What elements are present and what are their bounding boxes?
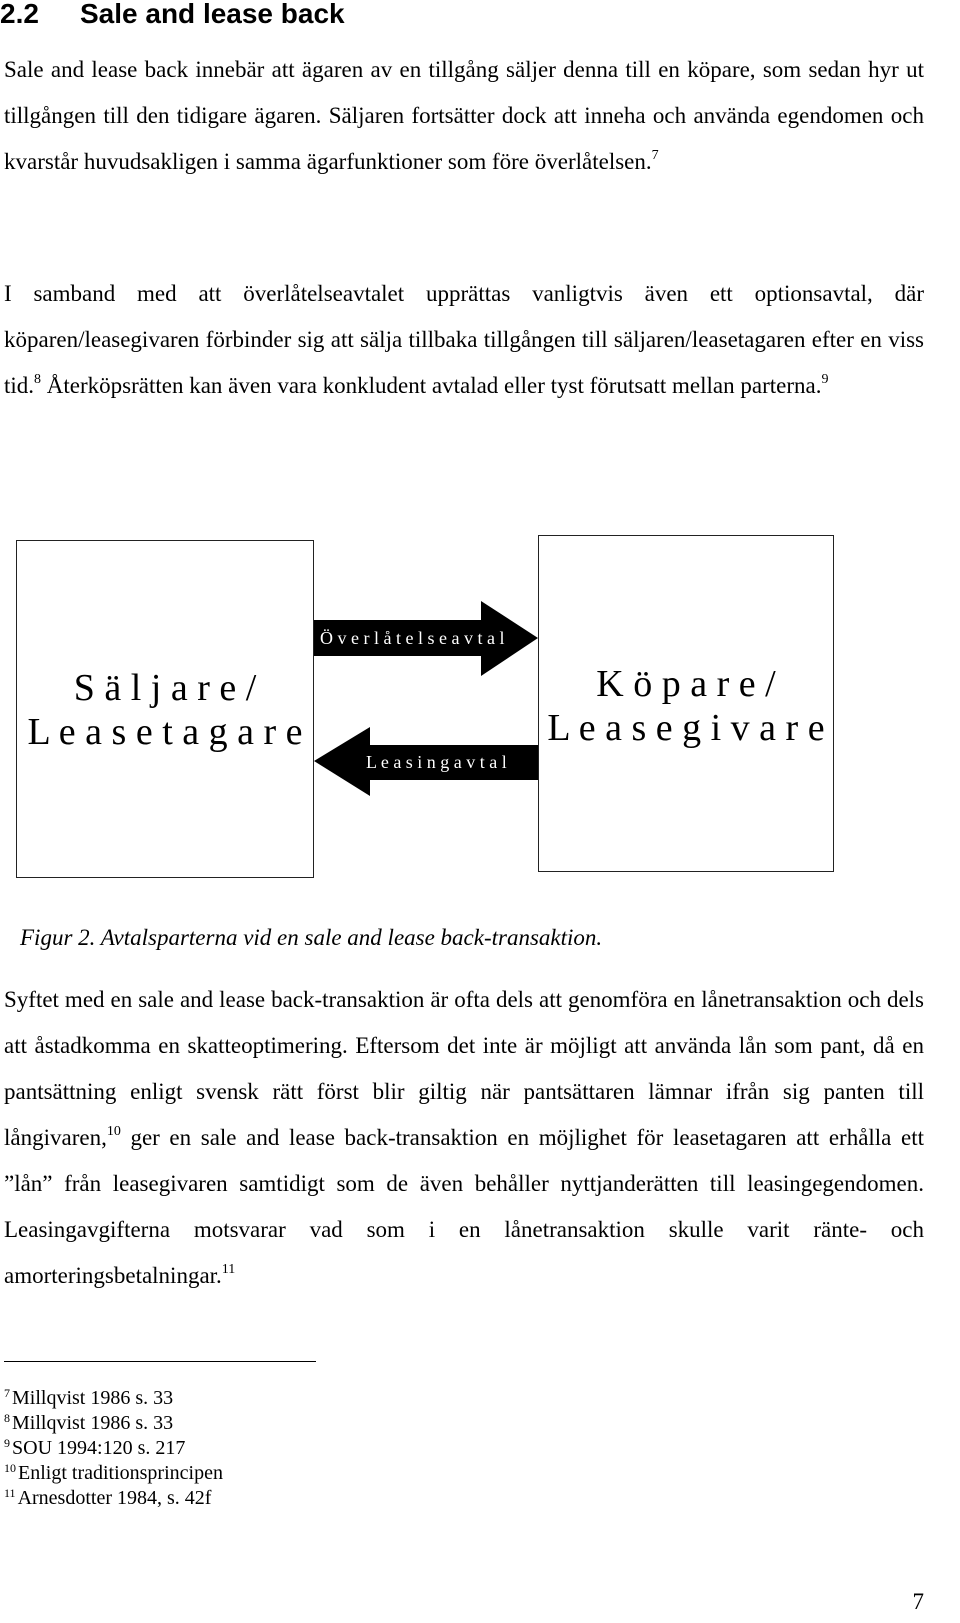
footnote-item [4,1411,223,1436]
footnote-text: Millqvist 1986 s. 33 [12,1387,174,1409]
footnote-text: SOU 1994:120 s. 217 [12,1437,186,1459]
seller-label-line2: L e a s e t a g a r e [27,711,303,753]
footnote-ref-8: 8 [34,372,42,387]
figure-caption: Figur 2. Avtalsparterna vid en sale and lease back-transaktion. [20,925,603,950]
paragraph-3-text-b: ger en sale and lease back-transaktion en möjlighet för leasetagaren att erhålla ett ”lån” från leasegivaren samtidigt som de även behåller nyttjanderätten till leasingegendomen. Leasingavgifterna motsvarar vad som i en lånetransaktion skulle varit ränte- och amorteringsbetalningar. [4,1125,924,1288]
seller-label-line1: S ä l j a r e / [73,667,257,709]
paragraph-3 [4,977,924,1299]
footnote-item [4,1386,223,1411]
section-title: Sale and lease back [80,0,345,29]
seller-label [16,666,314,754]
footnote-number: 8 [4,1411,10,1425]
footnote-number: 11 [4,1486,16,1500]
footnote-item [4,1486,223,1511]
section-number: 2.2 [0,0,39,29]
paragraph-1-text: Sale and lease back innebär att ägaren av en tillgång säljer denna till en köpare, som sedan hyr ut tillgången till den tidigare ägaren. Säljaren fortsätter dock att inneha och använda egendomen och kvarstår huvudsakligen i samma ägarfunktioner som före överlåtelsen. [4,57,924,174]
footnote-text: Arnesdotter 1984, s. 42f [17,1487,212,1509]
footnote-number: 7 [4,1386,10,1400]
paragraph-3-text-a: Syftet med en sale and lease back-transaktion är ofta dels att genomföra en lånetransaktion och dels att åstadkomma en skatteoptimering. Eftersom det inte är möjligt att använda lån som pant, då en pantsättning enligt svensk rätt först blir giltig när pantsättaren lämnar ifrån sig panten till långivaren, [4,987,924,1150]
buyer-label [538,662,834,750]
paragraph-2-text-a: I samband med att överlåtelseavtalet upprättas vanligtvis även ett optionsavtal, där köparen/leasegivaren förbinder sig att sälja tillbaka tillgången till säljaren/leasetagaren efter en viss tid. [4,281,924,398]
footnote-number: 10 [4,1461,16,1475]
footnote-ref-7: 7 [651,148,659,163]
footnote-text: Enligt traditionsprincipen [18,1462,223,1484]
footnote-number: 9 [4,1436,10,1450]
footnote-ref-10: 10 [106,1124,121,1139]
buyer-label-line1: K ö p a r e / [596,663,776,705]
footnote-text: Millqvist 1986 s. 33 [12,1412,174,1434]
arrow-right-label: Ö v e r l å t e l s e a v t a l [320,628,505,648]
footnote-separator [4,1361,316,1362]
buyer-label-line2: L e a s e g i v a r e [547,707,825,749]
page-number: 7 [912,1589,924,1614]
paragraph-2-text-b: Återköpsrätten kan även vara konkludent avtalad eller tyst förutsatt mellan parterna. [41,373,822,398]
footnote-ref-9: 9 [821,372,829,387]
footnotes-list [4,1386,223,1511]
arrow-left-label: L e a s i n g a v t a l [366,752,507,772]
footnote-ref-11: 11 [221,1262,236,1277]
footnote-item [4,1461,223,1486]
footnote-item [4,1436,223,1461]
